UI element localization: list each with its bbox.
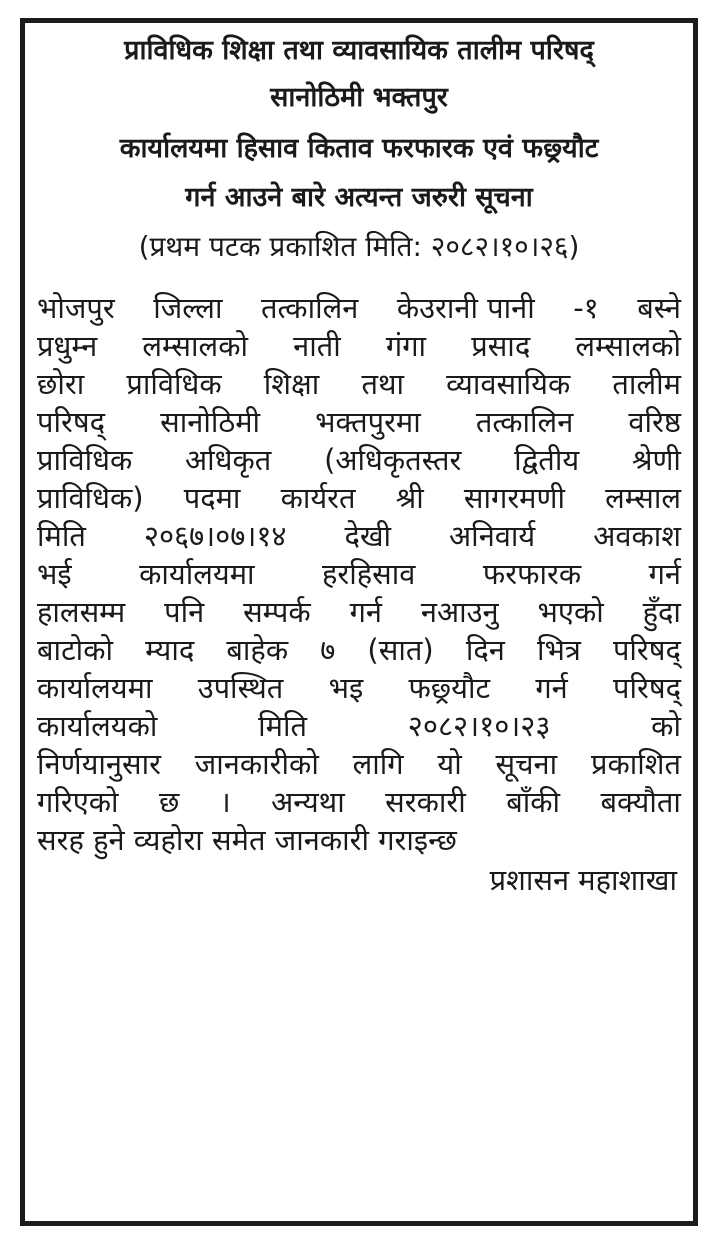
body-word: अनिवार्य — [449, 519, 536, 553]
body-word: म्याद — [145, 633, 195, 667]
body-word: फरफारक — [482, 557, 582, 591]
body-word: देखी — [344, 519, 392, 553]
body-word: पदमा — [183, 481, 241, 515]
body-line — [37, 289, 681, 327]
body-word: गरिएको — [37, 785, 119, 819]
body-word: गर्न — [535, 671, 568, 705]
body-word: हालसम्म — [37, 595, 126, 629]
body-word: छ — [158, 785, 180, 819]
body-word: वरिष्ठ — [628, 405, 681, 439]
body-line — [37, 745, 681, 783]
body-word: सूचना — [495, 747, 558, 781]
notice-content — [37, 37, 681, 928]
body-word: सानोठिमी — [160, 405, 261, 439]
body-word: निर्णयानुसार — [37, 747, 161, 781]
body-word: सागरमणी — [463, 481, 565, 515]
body-word: भित्र — [536, 633, 581, 667]
body-word: सरकारी — [385, 785, 466, 819]
body-word: परिषद् — [37, 405, 106, 439]
body-line — [37, 555, 681, 593]
body-line — [37, 631, 681, 669]
body-word: मिति — [258, 709, 308, 743]
body-word: (सात) — [367, 633, 434, 667]
body-word: भइ — [328, 671, 364, 705]
body-word: लम्सालको — [142, 329, 248, 363]
signature-office: प्रशासन महाशाखा — [489, 863, 677, 897]
body-word: -१ — [573, 291, 599, 325]
body-word: हुँदा — [642, 595, 681, 629]
body-word: सम्पर्क — [243, 595, 311, 629]
body-word: बाटोको — [37, 633, 113, 667]
body-word: भएको — [537, 595, 604, 629]
body-word: प्राविधिक) — [37, 481, 144, 515]
body-line — [37, 783, 681, 821]
body-word: शिक्षा — [263, 367, 320, 401]
body-word: जिल्ला — [153, 291, 223, 325]
body-last-line: सरह हुने व्यहोरा समेत जानकारी गराइन्छ — [37, 823, 457, 857]
body-word: बस्ने — [637, 291, 681, 325]
body-line — [37, 517, 681, 555]
body-word: यो — [437, 747, 462, 781]
body-word: फछ्र्यौट — [408, 671, 491, 705]
body-word: श्री — [395, 481, 424, 515]
notice-border — [20, 18, 698, 1226]
body-line — [37, 365, 681, 403]
body-word: । — [219, 785, 231, 819]
body-word: द्वितीय — [514, 443, 580, 477]
body-word: हरहिसाव — [322, 557, 416, 591]
body-word: तत्कालिन — [475, 405, 574, 439]
notice-title-line-2: गर्न आउने बारे अत्यन्त जरुरी सूचना — [185, 182, 533, 213]
body-line — [37, 593, 681, 631]
body-word: तालीम — [612, 367, 681, 401]
body-word: लागि — [352, 747, 404, 781]
body-word: २०६७।०७।१४ — [143, 519, 287, 553]
body-word: प्राविधिक — [37, 443, 133, 477]
body-line — [37, 441, 681, 479]
body-word: जानकारीको — [194, 747, 319, 781]
body-word: नाती — [293, 329, 341, 363]
body-word: गर्न — [349, 595, 382, 629]
body-word: ७ — [320, 633, 336, 667]
body-line — [37, 707, 681, 745]
body-word: तत्कालिन — [260, 291, 359, 325]
body-word: लम्सालको — [575, 329, 681, 363]
body-word: उपस्थित — [197, 671, 284, 705]
body-word: अधिकृत — [185, 443, 272, 477]
body-line — [37, 327, 681, 365]
notice-title-line-1: कार्यालयमा हिसाव किताव फरफारक एवं फछ्र्यौट — [119, 133, 599, 164]
body-word: केउरानी पानी — [396, 291, 535, 325]
body-word: तथा — [361, 367, 405, 401]
body-line — [37, 479, 681, 517]
body-word: बाहेक — [226, 633, 289, 667]
body-word: गर्न — [648, 557, 681, 591]
publication-date: (प्रथम पटक प्रकाशित मिति: २०८२।१०।२६) — [138, 230, 580, 263]
body-word: अन्यथा — [271, 785, 345, 819]
body-word: को — [651, 709, 681, 743]
body-word: परिषद् — [612, 671, 681, 705]
body-word: २०८२।१०।२३ — [407, 709, 551, 743]
body-word: व्यावसायिक — [446, 367, 571, 401]
body-word: अवकाश — [593, 519, 681, 553]
body-word: भोजपुर — [37, 291, 115, 325]
body-word: प्रसाद — [471, 329, 531, 363]
body-word: कार्यालयमा — [37, 671, 153, 705]
body-word: कार्यालयको — [37, 709, 158, 743]
body-word: बक्यौता — [600, 785, 681, 819]
body-word: मिति — [37, 519, 86, 553]
notice-body — [37, 289, 681, 859]
body-line — [37, 669, 681, 707]
body-word: नआउनु — [420, 595, 499, 629]
body-word: बाँकी — [506, 785, 561, 819]
body-word: दिन — [465, 633, 505, 667]
body-word: लम्साल — [605, 481, 681, 515]
body-word: भक्तपुरमा — [315, 405, 421, 439]
body-word: (अधिकृतस्तर — [324, 443, 462, 477]
body-word: कार्यरत — [280, 481, 356, 515]
body-word: छोरा — [37, 367, 85, 401]
body-word: भई — [37, 557, 72, 591]
body-word: प्रकाशित — [590, 747, 681, 781]
body-word: परिषद् — [612, 633, 681, 667]
council-location-heading: सानोठिमी भक्तपुर — [270, 82, 448, 113]
body-word: प्राविधिक — [126, 367, 222, 401]
body-word: प्रधुम्न — [37, 329, 98, 363]
body-line — [37, 403, 681, 441]
body-word: श्रेणी — [631, 443, 681, 477]
body-word: पनि — [164, 595, 205, 629]
council-name-heading: प्राविधिक शिक्षा तथा व्यावसायिक तालीम परिषद् — [124, 35, 594, 66]
body-word: गंगा — [385, 329, 427, 363]
body-word: कार्यालयमा — [139, 557, 255, 591]
